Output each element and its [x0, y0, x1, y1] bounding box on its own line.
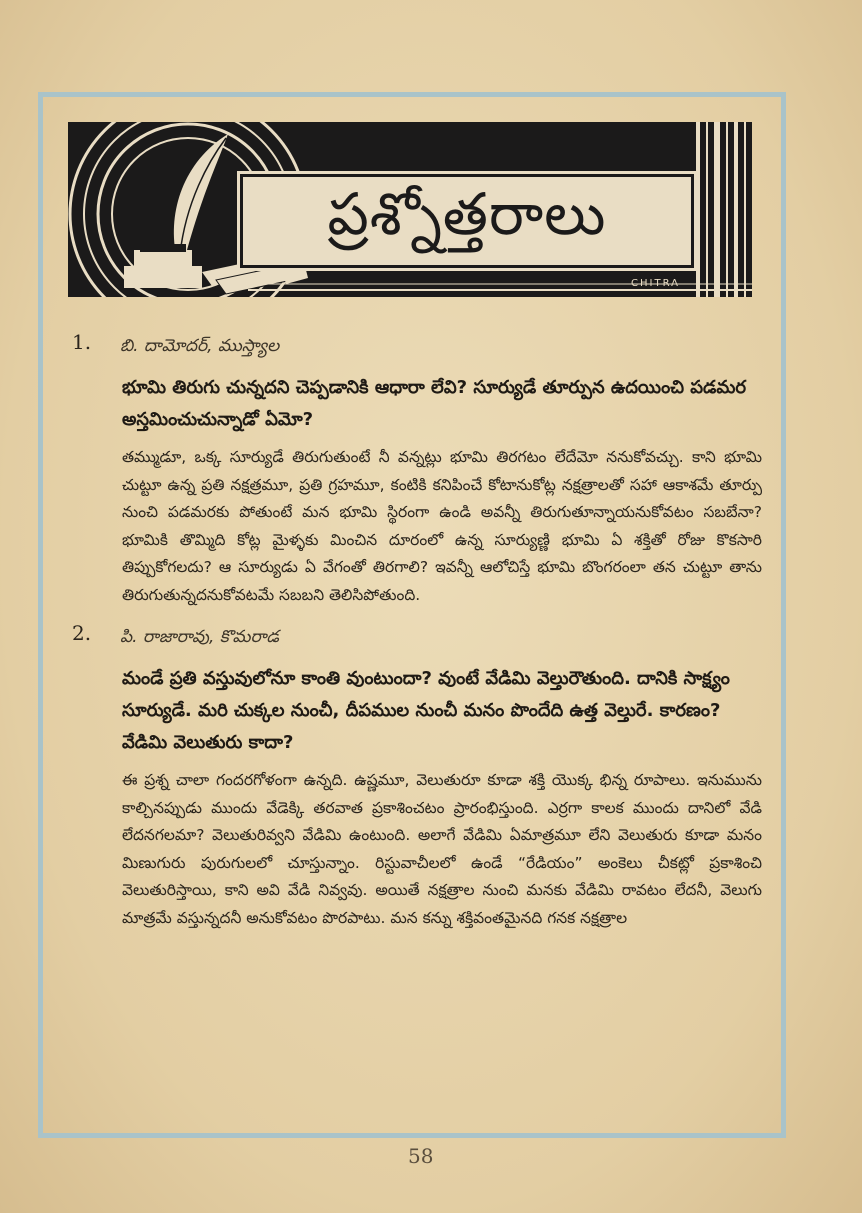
question-number: 1.: [72, 330, 92, 354]
title-box: [240, 174, 694, 268]
asker-name: పి. రాజారావు, కొమరాడ: [120, 627, 279, 647]
answer-text: తమ్ముడూ, ఒక్క సూర్యుడే తిరుగుతుంటే నీ వన్నట్లు భూమి తిరగటం లేదేమో ననుకోవచ్చు. కాని భూమి చుట్టూ ఉన్న ప్రతి నక్షత్రమూ, ప్రతి గ్రహమూ, కంటికి కనిపించే కోటానుకోట్ల నక్షత్రాలతో సహా ఆకాశమే తూర్పు నుంచి పడమరకు పోతుంటే మన భూమి స్థిరంగా ఉండి అవన్నీ తిరుగుతూన్నాయనుకోవటం సబబేనా? భూమికి తొమ్మిది కోట్ల మైళ్ళకు మించిన దూరంలో ఉన్న సూర్యుణ్ణి భూమి ఏ శక్తితో రోజు కొకసారి తిప్పుకోగలదు? ఆ సూర్యుడు ఏ వేగంతో తిరగాలి? ఇవన్నీ ఆలోచిస్తే భూమి బొంగరంలా తన చుట్టూ తాను తిరుగుతున్నదనుకోవటమే సబబని తెలిసిపోతుంది.: [122, 448, 762, 604]
artist-signature: CHITRA: [631, 278, 680, 289]
header-banner: [68, 122, 752, 297]
question-text: భూమి తిరుగు చున్నదని చెప్పడానికి ఆధారా లేవి? సూర్యుడే తూర్పున ఉదయించి పడమర అస్తమించుచున్నాడో ఏమో?: [122, 377, 747, 430]
qa-item-1: [72, 330, 762, 609]
page-number: 58: [408, 1144, 434, 1168]
qa-content: [72, 330, 762, 932]
qa-item-2: [72, 621, 762, 932]
page-title: ప్రశ్నోత్తరాలు: [327, 179, 607, 248]
answer-text: ఈ ప్రశ్న చాలా గందరగోళంగా ఉన్నది. ఉష్ణమూ, వెలుతురూ కూడా శక్తి యొక్క భిన్న రూపాలు. ఇనుమును కాల్చినప్పుడు ముందు వేడెక్కి తరవాత ప్రకాశించటం ప్రారంభిస్తుంది. ఎర్రగా కాలక ముందు దానిలో వేడి లేదనగలమా? వెలుతురివ్వని వేడిమి ఉంటుంది. అలాగే వేడిమి ఏమాత్రమూ లేని వెలుతురు కూడా మనం మిణుగురు పురుగులలో చూస్తున్నాం. రిస్టువాచీలలో ఉండే “రేడియం” అంకెలు చీకట్లో ప్రకాశించి వెలుతురిస్తాయి, కాని అవి వేడి నివ్వవు. అయితే నక్షత్రాల నుంచి మనకు వేడిమి రావటం లేదనీ, వెలుగు మాత్రమే వస్తున్నదనీ అనుకోవటం పొరపాటు. మన కన్ను శక్తివంతమైనది గనక నక్షత్రాల: [122, 771, 762, 927]
question-text: మండే ప్రతి వస్తువులోనూ కాంతి వుంటుందా? వుంటే వేడిమి వెల్తురౌతుంది. దానికి సాక్ష్యం సూర్యుడే. మరి చుక్కల నుంచీ, దీపముల నుంచీ మనం పొందేది ఉత్త వెల్తురే. కారణం? వేడిమి వెలుతురు కాదా?: [122, 668, 730, 753]
asker-name: బి. దామోదర్, ముస్త్యాల: [120, 336, 280, 356]
question-number: 2.: [72, 621, 92, 645]
